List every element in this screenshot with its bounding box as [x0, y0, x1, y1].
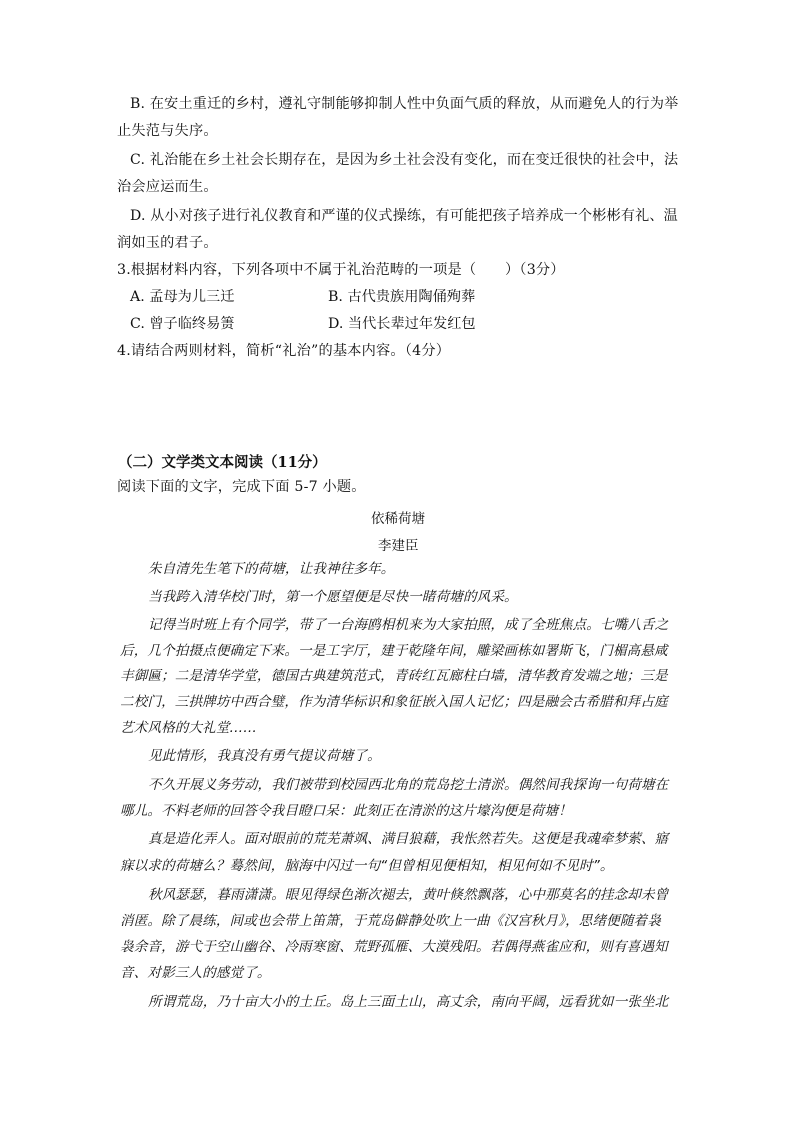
story-author: 李建臣: [378, 538, 419, 554]
question4-stem: 4.请结合两则材料，简析“礼治”的基本内容。（4分）: [117, 343, 451, 359]
story-line: 音、对影三人的感觉了。: [120, 965, 271, 981]
option-c-line2: 治会应运而生。: [117, 179, 218, 195]
question3-option-d: D. 当代长辈过年发红包: [328, 316, 476, 332]
story-line: 见此情形，我真没有勇气提议荷塘了。: [148, 748, 381, 764]
story-line: 艺术风格的大礼堂……: [120, 720, 257, 736]
question3-option-c: C. 曾子临终易箦: [130, 316, 235, 332]
option-b-line1: B. 在安土重迁的乡村，遵礼守制能够抑制人性中负面气质的释放，从而避免人的行为举: [130, 96, 679, 112]
section2-instruction: 阅读下面的文字，完成下面 5-7 小题。: [117, 479, 366, 495]
story-line: 丰御匾；二是清华学堂，德国古典建筑范式，青砖红瓦廊柱白墙，清华教育发端之地；三是: [120, 668, 668, 684]
story-line: 秋风瑟瑟，暮雨潇潇。眼见得绿色渐次褪去，黄叶倏然飘落，心中那莫名的挂念却未曾: [148, 887, 669, 903]
option-c-line1: C. 礼治能在乡土社会长期存在，是因为乡土社会没有变化，而在变迁很快的社会中，法: [130, 152, 679, 168]
story-line: 二校门，三拱牌坊中西合璧，作为清华标识和象征嵌入国人记忆；四是融会古希腊和拜占庭: [120, 694, 668, 710]
option-d-line2: 润如玉的君子。: [117, 235, 218, 251]
story-line: 袅余音，游弋于空山幽谷、冷雨寒窗、荒野孤雁、大漠残阳。若偶得燕雀应和，则有喜遇知: [120, 939, 668, 955]
story-line: 寐以求的荷塘么？蓦然间，脑海中闪过一句“但曾相见便相知，相见何如不见时”。: [120, 858, 614, 874]
option-d-line1: D. 从小对孩子进行礼仪教育和严谨的仪式操练，有可能把孩子培养成一个彬彬有礼、温: [130, 208, 678, 224]
story-line: 真是造化弄人。面对眼前的荒芜萧飒、满目狼藉，我怅然若失。这便是我魂牵梦萦、寤: [148, 831, 669, 847]
story-title: 依稀荷塘: [371, 511, 425, 527]
section2-heading: （二）文学类文本阅读（11分）: [118, 454, 327, 471]
story-line: 朱自清先生笔下的荷塘，让我神往多年。: [148, 561, 395, 577]
question3-stem: 3.根据材料内容，下列各项中不属于礼治范畴的一项是（ ）（3分）: [117, 262, 565, 278]
story-line: 记得当时班上有个同学，带了一台海鸥相机来为大家拍照，成了全班焦点。七嘴八舌之: [148, 617, 669, 633]
story-line: 当我跨入清华校门时，第一个愿望便是尽快一睹荷塘的风采。: [148, 589, 518, 605]
question3-option-a: A. 孟母为儿三迁: [130, 289, 235, 305]
story-line: 哪儿。不料老师的回答令我目瞪口呆：此刻正在清淤的这片壕沟便是荷塘！: [120, 803, 572, 819]
story-line: 后，几个拍摄点便确定下来。一是工字厅，建于乾隆年间，雕梁画栋如署斯飞，门楣高悬咸: [120, 643, 668, 659]
story-line: 所谓荒岛，乃十亩大小的土丘。岛上三面土山，高丈余，南向平阔，远看犹如一张坐北: [148, 994, 669, 1010]
story-line: 消匿。除了晨练，间或也会带上笛箫，于荒岛僻静处吹上一曲《汉宫秋月》，思绪便随着袅: [120, 913, 661, 929]
question3-option-b: B. 古代贵族用陶俑殉葬: [328, 289, 476, 305]
option-b-line2: 止失范与失序。: [117, 123, 218, 139]
story-line: 不久开展义务劳动，我们被带到校园西北角的荒岛挖土清淤。偶然间我探询一句荷塘在: [148, 777, 669, 793]
